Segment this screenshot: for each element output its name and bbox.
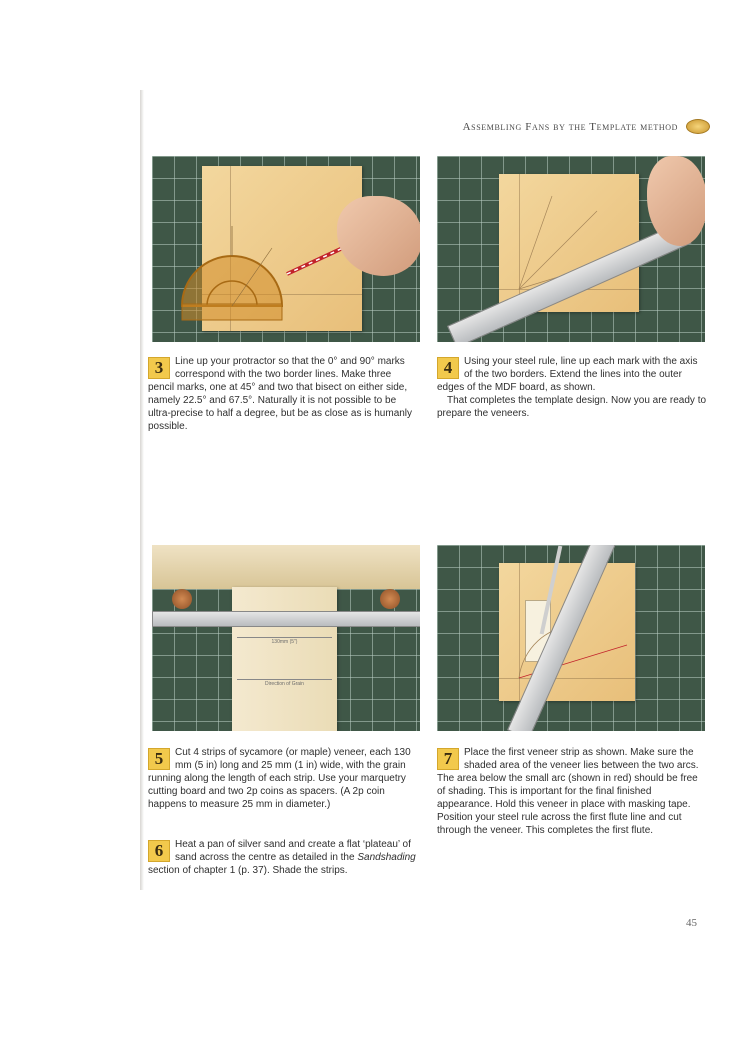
photo-first-flute [437,545,705,731]
caption-step-4 [437,355,707,420]
caption-step-7 [437,746,707,837]
step-badge: 6 [148,840,170,862]
step-text-continued: That completes the template design. Now you are ready to prepare the veneers. [437,395,707,419]
step-text: Heat a pan of silver sand and create a flat ‘plateau’ of sand across the centre as detailed in the Sandshading section of chapter 1 (p. 37). Shade the strips. [148,839,416,876]
photo-steel-rule [437,156,705,342]
step-badge: 5 [148,748,170,770]
photo-veneer-strips [152,545,420,731]
scroll-ornament-icon [686,119,710,134]
step-text: Place the first veneer strip as shown. Make sure the shaded area of the veneer lies between the two arcs. The area below the small arc (shown in red) should be free of shading. This is important for the final finished appearance. Hold this veneer in place with masking tape. Position your steel rule across the first flute line and cut through the veneer. This completes the first flute. [437,747,699,836]
coin-icon [172,589,192,609]
step-badge: 3 [148,357,170,379]
label-grain: Direction of Grain [237,679,332,687]
step-text: Cut 4 strips of sycamore (or maple) veneer, each 130 mm (5 in) long and 25 mm (1 in) wide, with the grain running along the length of each strip. Use your marquetry cutting board and two 2p coins as spacers. (A 2p coin happens to measure 25 mm in diameter.) [148,747,411,810]
caption-step-3 [148,355,418,433]
running-header [420,121,710,137]
emphasis-sandshading: Sandshading [357,852,416,863]
step-badge: 7 [437,748,459,770]
label-length: 130mm (5") [237,637,332,645]
step-badge: 4 [437,357,459,379]
header-title: Assembling Fans by the Template method [462,121,678,133]
step-text: Using your steel rule, line up each mark with the axis of the two borders. Extend the lines into the outer edges of the MDF board, as shown. [437,356,698,393]
photo-protractor [152,156,420,342]
page-number: 45 [686,917,697,929]
coin-icon [380,589,400,609]
step-text: Line up your protractor so that the 0° and 90° marks correspond with the two border lines. Make three pencil marks, one at 45° and two that bisect on either side, namely 22.5° and 67.5°. Naturally it is not possible to be ultra-precise to half a degree, but be as close as is humanly possible. [148,356,413,432]
caption-step-5 [148,746,418,811]
steel-rule-icon [152,611,420,627]
caption-step-6 [148,838,418,877]
page-gutter [140,90,144,890]
